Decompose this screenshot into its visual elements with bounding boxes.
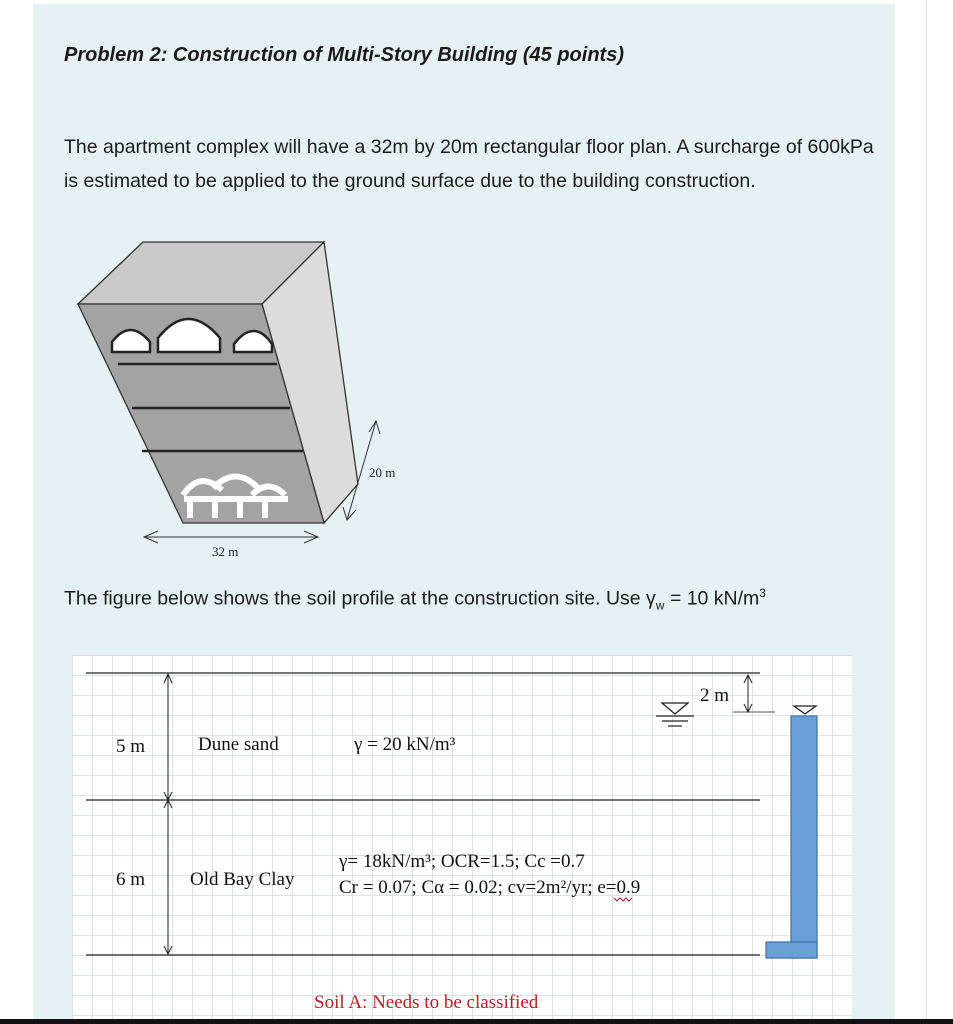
entrance-band bbox=[184, 496, 288, 502]
gamma-symbol: γ bbox=[646, 587, 656, 610]
layer1-props: γ = 20 kN/m³ bbox=[354, 734, 456, 755]
profile-paragraph bbox=[64, 577, 874, 623]
layer2-thickness: 6 m bbox=[116, 869, 146, 890]
problem-title: Problem 2: Construction of Multi-Story Building (45 points) bbox=[64, 44, 624, 66]
entrance-column bbox=[212, 500, 218, 518]
piezometer-fill-join bbox=[792, 943, 816, 957]
arrow-down-icon bbox=[343, 507, 356, 520]
depth-label: 20 m bbox=[369, 465, 396, 480]
gamma-subscript: w bbox=[655, 598, 665, 613]
layer1-thickness: 5 m bbox=[116, 736, 146, 757]
entrance-column bbox=[187, 500, 193, 518]
width-label: 32 m bbox=[212, 544, 239, 559]
gamma-exponent: 3 bbox=[759, 586, 766, 600]
gamma-value: = 10 kN/m bbox=[664, 587, 760, 610]
building-figure bbox=[60, 236, 420, 566]
profile-text: The figure below shows the soil profile at the construction site. Use bbox=[64, 587, 647, 610]
intro-paragraph: The apartment complex will have a 32m by 20m rectangular floor plan. A surcharge of 600kPa is estimated to be applied to the ground surface due to the building construction. bbox=[64, 136, 874, 192]
bottom-edge-bar bbox=[0, 1019, 953, 1024]
soil-note: Soil A: Needs to be classified bbox=[314, 992, 539, 1013]
soil-profile-figure bbox=[72, 655, 852, 1019]
page-edge-divider bbox=[926, 0, 927, 1020]
entrance-column bbox=[262, 500, 268, 518]
water-table-icon bbox=[662, 703, 688, 714]
water-depth-label: 2 m bbox=[700, 685, 730, 706]
layer2-props-line1: γ= 18kN/m³; OCR=1.5; Cc =0.7 bbox=[339, 851, 585, 872]
layer1-name: Dune sand bbox=[198, 734, 279, 755]
entrance-column bbox=[237, 500, 243, 518]
spellcheck-squiggle bbox=[614, 898, 632, 901]
piezometer-tube bbox=[791, 716, 817, 958]
layer2-props-line2: Cr = 0.07; Cα = 0.02; cv=2m²/yr; e=0.9 bbox=[339, 877, 641, 898]
layer2-name: Old Bay Clay bbox=[190, 869, 295, 890]
piezometer-water-icon bbox=[794, 706, 816, 714]
